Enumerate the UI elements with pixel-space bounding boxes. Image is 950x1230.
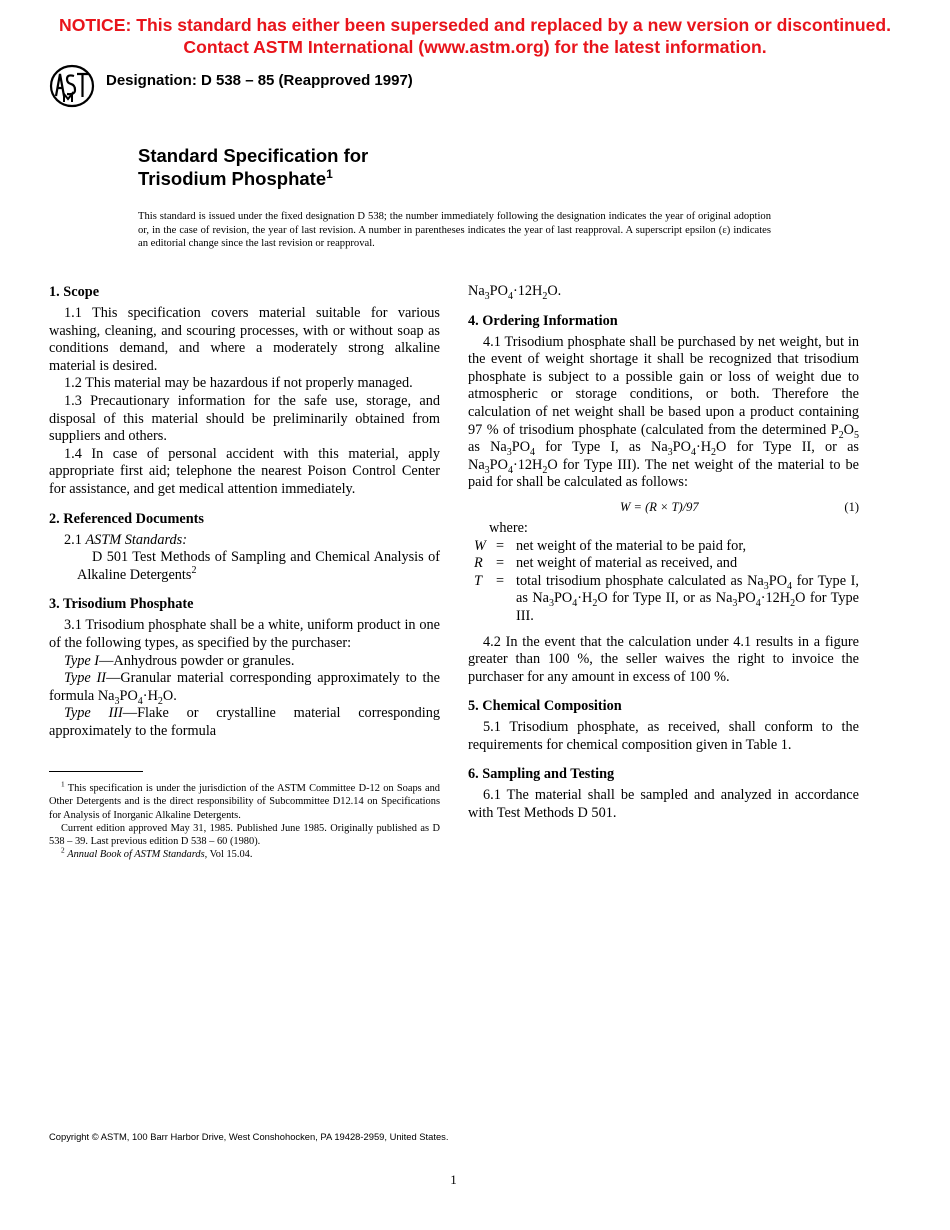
notice-line-1: NOTICE: This standard has either been superseded and replaced by a new version or discontinued. [59, 15, 891, 35]
section-heading-chemical-composition: 5. Chemical Composition [468, 698, 622, 715]
footnote-1: $^1$ This specification is under the jurisdiction of the ASTM Committee D-12 on Soaps and Other Detergents and is the direct responsibility of Subcommittee D12.14 on Specifications for Analysis of Inorganic Alkaline Detergents. [49, 780, 440, 821]
page-number: 1 [450, 1172, 457, 1187]
paragraph-1-1: 1.1 This specification covers material suitable for various washing, cleaning, and scouring processes, with or without soap as conditions demand, and where a moderately strong alkaline material is desired. [49, 305, 440, 374]
footnotes [49, 782, 440, 862]
astm-standards-label: ASTM Standards: [85, 531, 187, 548]
paragraph-1-4: 1.4 In case of personal accident with this material, apply appropriate first aid; telephone the nearest Poison Control Center for assistance, and get medical attention immediately. [49, 445, 440, 497]
net-weight-equation [468, 495, 859, 517]
paragraph-3-1: 3.1 Trisodium phosphate shall be a white, uniform product in one of the following types, as specified by the purchaser: [49, 617, 440, 651]
formula-na3po4-h2o: $Na_3PO_4\cdot H_2O$ [97, 687, 174, 707]
paragraph-2-1: 2.1 ASTM Standards: [64, 531, 187, 548]
paragraph-4-1: 4.1 Trisodium phosphate shall be purchased by net weight, but in the event of weight shortage it shall be recognized that trisodium phosphate is subject to a possible gain or loss of weight due to atmospheric or storage conditions, or both. Therefore the calculation of net weight shall be based upon a product containing 97 % of trisodium phosphate (calculated from the determined $P_2O_5$ as $Na_3PO_4$ for Type I, as $Na_3PO_4\cdot H_2O$ for Type II, or as $Na_3PO_4\cdot 12H_2O$ for Type III). The net weight of the material to be paid for shall be calculated as follows: [468, 333, 859, 491]
variable-r-definition: R = net weight of material as received, and [474, 555, 738, 572]
type-i-definition: Type I—Anhydrous powder or granules. [64, 652, 295, 669]
paragraph-1-2: 1.2 This material may be hazardous if not properly managed. [64, 375, 413, 392]
copyright-notice: Copyright © ASTM, 100 Barr Harbor Drive, West Conshohocken, PA 19428-2959, United States. [49, 1131, 449, 1142]
title-footnote-mark: 1 [326, 166, 333, 181]
formula-p2o5: $P_2O_5$ [830, 421, 859, 441]
designation: Designation: D 538 – 85 (Reapproved 1997) [106, 72, 413, 89]
section-heading-trisodium-phosphate: 3. Trisodium Phosphate [49, 596, 194, 613]
section-heading-scope: 1. Scope [49, 284, 100, 300]
formula-na3po4-12h2o: $Na_3PO_4\cdot 12H_2O$ [468, 283, 558, 302]
title-line-1: Standard Specification for [138, 145, 369, 166]
issuance-note: This standard is issued under the fixed designation D 538; the number immediately following the designation indicates the year of original adoption or, in the case of revision, the year of last revision. A number in parentheses indicates the year of last reapproval. A superscript epsilon (ε) indicates an editorial change since the last revision or reapproval. [138, 211, 771, 249]
variable-w-definition: W = net weight of the material to be paid for, [474, 537, 747, 554]
footnote-mark-2: 2 [191, 564, 197, 576]
where-label: where: [489, 519, 528, 536]
document-title [138, 144, 368, 190]
reference-d501: D 501 Test Methods of Sampling and Chemical Analysis of Alkaline Detergents$^2$ [77, 549, 440, 583]
notice-line-2: Contact ASTM International (www.astm.org) for the latest information. [183, 37, 767, 57]
footnote-rule [49, 771, 143, 772]
type-ii-definition: Type II—Granular material corresponding approximately to the formula $Na_3PO_4\cdot H_2O$. [49, 670, 440, 707]
type-iii-formula-continuation: $Na_3PO_4\cdot 12H_2O$. [468, 283, 562, 302]
section-heading-sampling-and-testing: 6. Sampling and Testing [468, 766, 615, 783]
astm-logo [48, 64, 96, 108]
paragraph-6-1: 6.1 The material shall be sampled and analyzed in accordance with Test Methods D 501. [468, 787, 859, 822]
paragraph-5-1: 5.1 Trisodium phosphate, as received, shall conform to the requirements for chemical composition given in Table 1. [468, 719, 859, 753]
left-column [49, 283, 440, 740]
variable-t-definition: T = total trisodium phosphate calculated as $Na_3PO_4$ for Type I, as $Na_3PO_4\cdot H_2O$ for Type II, or as $Na_3PO_4\cdot 12H_2O$ for Type III. [474, 572, 859, 624]
type-iii-definition: Type III—Flake or crystalline material corresponding approximately to the formula [49, 705, 440, 739]
supersession-notice [0, 14, 950, 58]
right-column [468, 283, 859, 823]
paragraph-1-3: 1.3 Precautionary information for the safe use, storage, and disposal of this material should be preliminarily obtained from suppliers and others. [49, 392, 440, 445]
footnote-1-continued: Current edition approved May 31, 1985. Published June 1985. Originally published as D 538 – 39. Last previous edition D 538 – 60 (1980). [49, 822, 440, 848]
paragraph-4-2: 4.2 In the event that the calculation under 4.1 results in a figure greater than 100 %, the seller waives the right to invoice the purchaser for any amount in excess of 100 %. [468, 633, 859, 685]
section-heading-ordering-information: 4. Ordering Information [468, 312, 618, 329]
section-heading-referenced-documents: 2. Referenced Documents [49, 510, 204, 527]
title-line-2: Trisodium Phosphate [138, 168, 327, 189]
equation-number: (1) [844, 499, 859, 514]
equation-formula: W = (R × T)/97 [620, 499, 699, 514]
footnote-2: $^2$ Annual Book of ASTM Standards, Vol 15.04. [61, 847, 253, 861]
